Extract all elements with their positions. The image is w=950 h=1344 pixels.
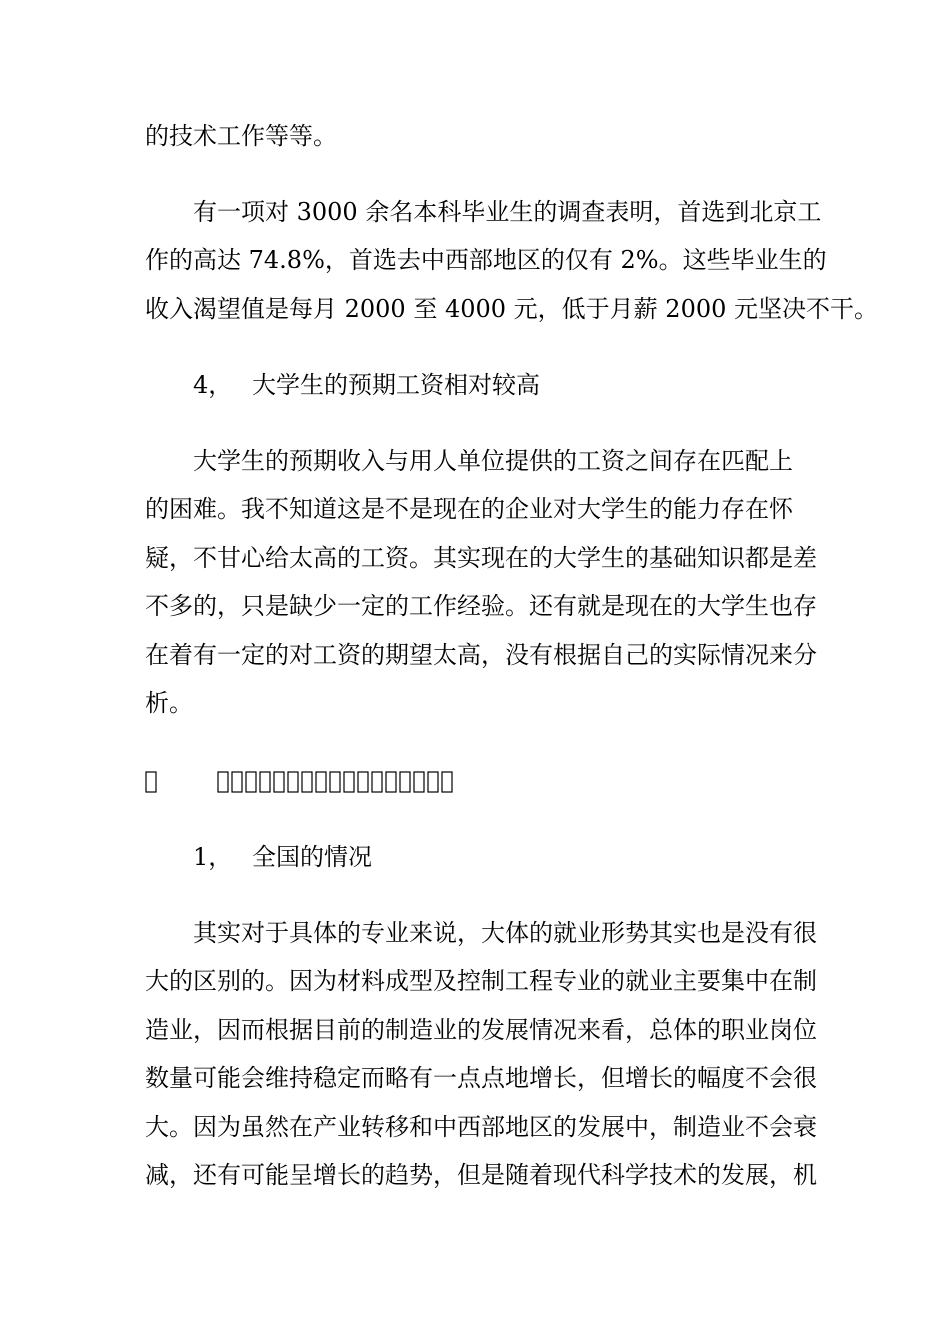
paragraph-line: 在着有一定的对工资的期望太高，没有根据自己的实际情况来分: [145, 641, 817, 669]
paragraph-line: 大学生的预期收入与用人单位提供的工资之间存在匹配上: [193, 447, 793, 475]
paragraph-line: 其实对于具体的专业来说，大体的就业形势其实也是没有很: [193, 919, 817, 947]
paragraph-line: 减，还有可能呈增长的趋势，但是随着现代科学技术的发展，机: [145, 1161, 817, 1189]
section-number-missing-glyph: [145, 765, 157, 795]
section-heading: 全国的情况: [252, 843, 372, 871]
paragraph-line: 不多的，只是缺少一定的工作经验。还有就是现在的大学生也存: [145, 592, 817, 620]
missing-glyph-boxes: [217, 771, 459, 793]
section-number: 4，: [193, 371, 233, 399]
section-heading: 大学生的预期工资相对较高: [252, 371, 540, 399]
section-number: 1，: [193, 843, 233, 871]
paragraph-line: 的技术工作等等。: [145, 122, 337, 150]
paragraph-line: 数量可能会维持稳定而略有一点点地增长，但增长的幅度不会很: [145, 1064, 817, 1092]
paragraph-line: 的困难。我不知道这是不是现在的企业对大学生的能力存在怀: [145, 495, 793, 523]
paragraph-line: 大。因为虽然在产业转移和中西部地区的发展中，制造业不会衰: [145, 1113, 817, 1141]
paragraph-line: 收入渴望值是每月 2000 至 4000 元，低于月薪 2000 元坚决不干。: [145, 295, 879, 323]
paragraph-line: 析。: [145, 689, 193, 717]
paragraph-line: 造业，因而根据目前的制造业的发展情况来看，总体的职业岗位: [145, 1016, 817, 1044]
paragraph-line: 有一项对 3000 余名本科毕业生的调查表明，首选到北京工: [193, 198, 822, 226]
paragraph-line: 作的高达 74.8%，首选去中西部地区的仅有 2%。这些毕业生的: [145, 246, 827, 274]
paragraph-line: 疑，不甘心给太高的工资。其实现在的大学生的基础知识都是差: [145, 544, 817, 572]
paragraph-line: 大的区别的。因为材料成型及控制工程专业的就业主要集中在制: [145, 967, 817, 995]
section-heading-missing-glyphs: [217, 765, 459, 795]
